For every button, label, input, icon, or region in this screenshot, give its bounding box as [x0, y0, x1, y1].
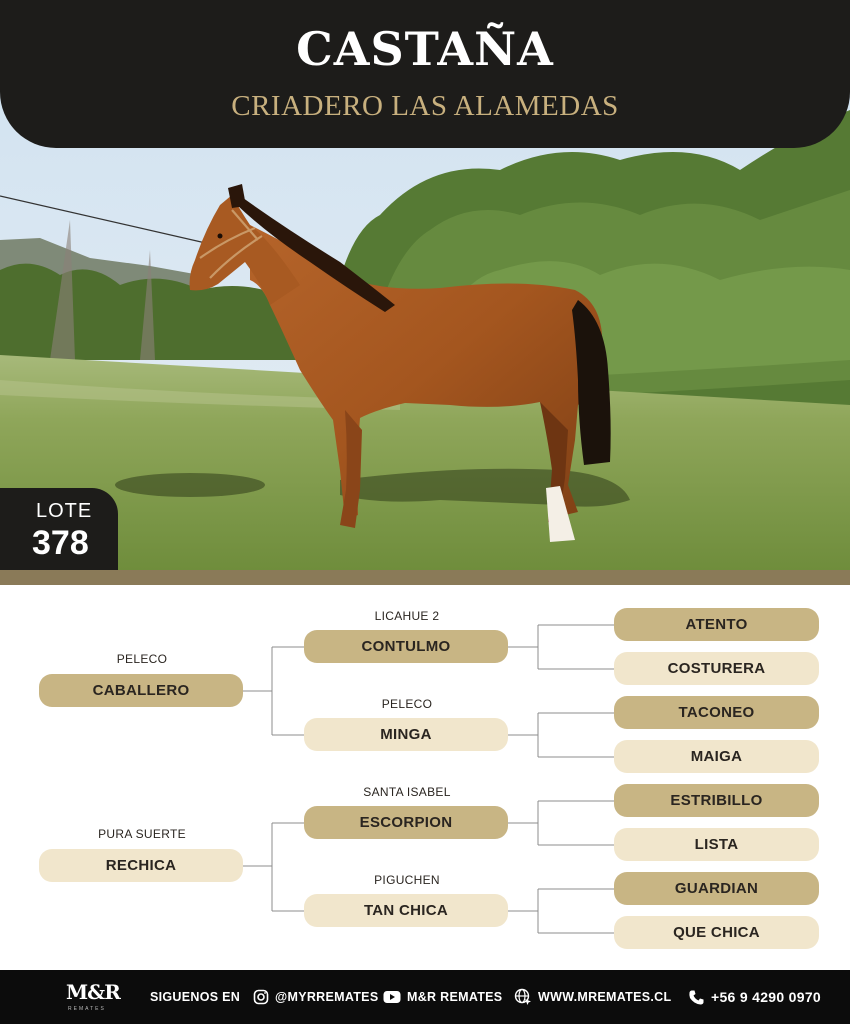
- lote-label: LOTE: [36, 500, 93, 522]
- gen3-pill: ESTRIBILLO: [614, 784, 819, 817]
- sire-of-sire-caption: PELECO: [116, 652, 168, 666]
- divider-stripe: [0, 570, 850, 585]
- paternal-granddam-pill: MINGA: [304, 718, 508, 751]
- tan-chica-caption: PIGUCHEN: [374, 873, 440, 887]
- sire-pill: CABALLERO: [39, 674, 243, 707]
- instagram-icon: [253, 989, 269, 1005]
- brand-logo[interactable]: [66, 980, 120, 1016]
- dam-sire-caption: PURA SUERTE: [98, 827, 186, 841]
- gen3-pill: COSTURERA: [614, 652, 819, 685]
- lote-badge: [0, 488, 118, 570]
- logo-subtitle: REMATES: [68, 1006, 106, 1012]
- logo-mark: M&R: [66, 980, 120, 1004]
- instagram-link[interactable]: [253, 970, 378, 1024]
- dam-pill: RECHICA: [39, 849, 243, 882]
- maternal-granddam-pill: TAN CHICA: [304, 894, 508, 927]
- pedigree-chart: [0, 585, 850, 970]
- gen3-pill: LISTA: [614, 828, 819, 861]
- lote-number: 378: [32, 524, 89, 562]
- gen3-pill: MAIGA: [614, 740, 819, 773]
- gen3-pill: QUE CHICA: [614, 916, 819, 949]
- footer: [0, 970, 850, 1024]
- horse-name: CASTAÑA: [296, 22, 554, 76]
- website-url: WWW.MREMATES.CL: [538, 990, 672, 1004]
- paternal-grandsire-pill: CONTULMO: [304, 630, 508, 663]
- minga-caption: PELECO: [381, 697, 433, 711]
- website-link[interactable]: [514, 970, 671, 1024]
- contulmo-caption: LICAHUE 2: [374, 609, 440, 623]
- instagram-handle: @MYRREMATES: [275, 990, 379, 1004]
- gen3-pill: ATENTO: [614, 608, 819, 641]
- gen3-pill: GUARDIAN: [614, 872, 819, 905]
- gen3-pill: TACONEO: [614, 696, 819, 729]
- escorpion-caption: SANTA ISABEL: [363, 785, 451, 799]
- phone-link[interactable]: [688, 970, 821, 1024]
- maternal-grandsire-pill: ESCORPION: [304, 806, 508, 839]
- breeder-name: CRIADERO LAS ALAMEDAS: [231, 90, 619, 122]
- globe-icon: [514, 988, 532, 1006]
- youtube-link[interactable]: [383, 970, 502, 1024]
- phone-icon: [688, 989, 705, 1006]
- youtube-channel: M&R REMATES: [407, 990, 503, 1004]
- follow-label: SIGUENOS EN: [150, 990, 241, 1004]
- youtube-icon: [383, 990, 401, 1004]
- phone-number: +56 9 4290 0970: [711, 989, 821, 1005]
